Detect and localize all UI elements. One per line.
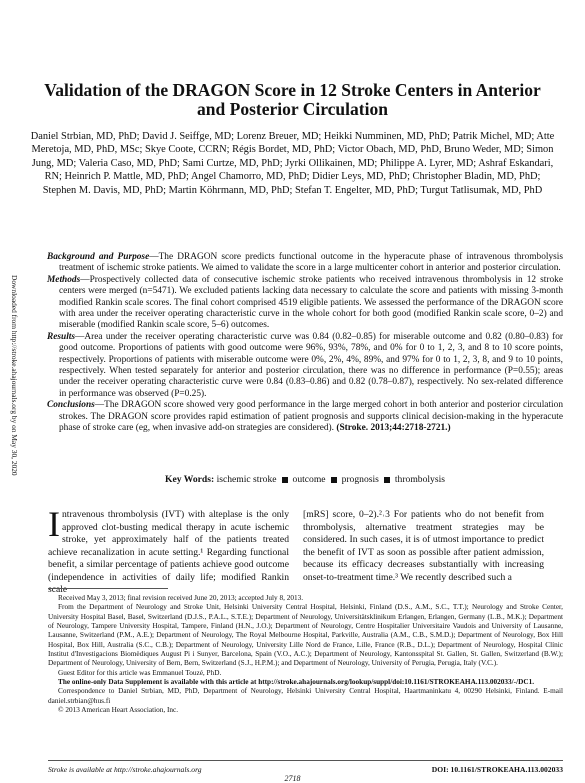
download-sidebar (8, 275, 20, 615)
footnote-affiliations: From the Department of Neurology and Stroke Unit, Helsinki University Central Hospital, Helsinki, Finland (D.S., A.M., S.C., T.T.); Neurology and Stroke Center, University Hospital Basel, Basel, Switzerland (D.J.S., P.A.L., S.T.E.); Department of Neurology, Universitätsklinikum Erlangen, Erlangen, Germany (L.B., M.K.); Department of Neurology, Tampere University Hospital, Tampere, Finland (H.N., J.O.); Department of Neurology, Centre Hospitalier Universitaire Vaudois and University of Lausanne, Lausanne, Switzerland (P.M., A.E.); Department of Neurology, The Royal Melbourne Hospital, Parkville, Australia (A.M., C.B., S.M.D.); Department of Neurology, Box Hill Hospital, Box Hill, Australia (S.C., C.B.); Department of Neurology, University Lille Nord de France, Lille, France (R.B., D.L.); Department of Neurology, Hospital Clínic Institut d'Investigacions Biomèdiques August Pi i Sunyer, Barcelona, Spain (V.O., A.C.); Department of Neurology, Kantonsspital St. Gallen, St. Gallen, Switzerland (B.W.); Department of Neurology, University of Bern, Bern, Switzerland (S.J., H.P.M.); and Department of Neurology, University of Perugia, Perugia, Italy (V.C.). (48, 603, 563, 668)
abstract-conclusions (47, 400, 563, 434)
methods-text: —Prospectively collected data of consecutive ischemic stroke patients who received intravenous thrombolysis in 12 stroke centers were merged (n=5471). We excluded patients lacking data necessary to calculate the score and patients with missing 3-month modified Rankin scale scores. The final cohort comprised 4519 eligible patients. We assessed the performance of the DRAGON score with area under the receiver operating characteristic curve in the whole cohort for both good (modified Rankin scale score, 0–2) and miserable (modified Rankin scale score, 5–6) outcomes. (59, 274, 563, 331)
body-text-left: ntravenous thrombolysis (IVT) with alteplase is the only approved clot-busting medical therapy in acute ischemic stroke, yet approximately half of the patients treated achieve recanalization in acute setting.¹ Regarding functional benefit, a similar percentage of patients achieve good outcome (independence in activities of daily life; modified Rankin scale (48, 509, 289, 595)
background-label: Background and Purpose (47, 252, 150, 262)
body-text-right: [mRS] score, 0–2).²˒3 For patients who do not benefit from thrombolysis, alternative treatment strategies may be considered. In such cases, it is of utmost importance to predict the benefit of IVT as soon as possible after patient admission, because its efficacy decreases substantially with increasing onset-to-treatment time.³ We recently described such a (303, 509, 544, 583)
conclusions-text: —The DRAGON score showed very good performance in the large merged cohort in both anterior and posterior circulation strokes. The DRAGON score provides rapid estimation of patient prognosis and supports clinical decision-making in the hyperacute phase of stroke care (eg, when invasive add-on strategies are considered). (59, 400, 563, 434)
paper-title: Validation of the DRAGON Score in 12 Stroke Centers in Anterior and Posterior Circulation (44, 80, 541, 119)
footer-divider (48, 760, 563, 761)
abstract-methods (47, 275, 563, 332)
keywords (47, 474, 563, 485)
keyword: outcome (292, 474, 326, 485)
keyword: ischemic stroke (216, 474, 277, 485)
abstract (47, 252, 563, 435)
keyword: thrombolysis (394, 474, 445, 485)
keyword: prognosis (341, 474, 379, 485)
conclusions-label: Conclusions (47, 400, 95, 411)
body-column-right (303, 509, 544, 584)
drop-cap: I (48, 504, 60, 544)
footnotes (48, 594, 563, 715)
square-bullet-icon (331, 477, 337, 483)
background-text: —The DRAGON score predicts functional outcome in the hyperacute phase of intravenous thrombolysis treatment of ischemic stroke patients. We aimed to validate the score in a large multicenter cohort in anterior and posterior circulation. (59, 252, 564, 274)
footnote-correspondence: Correspondence to Daniel Strbian, MD, PhD, Department of Neurology, Helsinki University Central Hospital, Haartmaninkatu 4, 00290 Helsinki, Finland. E-mail daniel.strbian@hus.fi (48, 687, 563, 705)
doi: DOI: 10.1161/STROKEAHA.113.002033 (431, 765, 563, 774)
results-text: —Area under the receiver operating characteristic curve was 0.84 (0.82–0.85) for miserable outcome and 0.82 (0.80–0.83) for good outcome. Proportions of patients with good outcome were 96%, 93%, 78%, and 0% for 0 to 1, 2, 3, and 8 to 10 score points, respectively. Proportions of patients with miserable outcome were 0%, 2%, 4%, 89%, and 97% for 0 to 1, 2, 3, 8, and 9 to 10 points, respectively. When tested separately for anterior and posterior circulation, there was no difference in performance (P=0.55); areas under the receiver operating characteristic curve were 0.84 (0.83–0.86) and 0.82 (0.78–0.87), respectively. No sex-related difference in performance was observed (P=0.25). (59, 331, 563, 399)
download-note: Downloaded from http://stroke.ahajournals.org by on May 30, 2020 (10, 275, 19, 476)
author-list: Daniel Strbian, MD, PhD; David J. Seiffge, MD; Lorenz Breuer, MD; Heikki Numminen, MD, PhD; Patrik Michel, MD; Atte Meretoja, MD, PhD, MSc; Skye Coote, CCRN; Régis Bordet, MD, PhD; Victor Obach, MD, PhD, Bruno Weder, MD; Simon Jung, MD; Valeria Caso, MD, PhD; Sami Curtze, MD, PhD; Jyrki Ollikainen, MD; Philippe A. Lyrer, MD; Ashraf Eskandari, RN; Heinrich P. Mattle, MD, PhD; Angel Chamorro, MD, PhD; Didier Leys, MD, PhD; Christopher Bladin, MD, PhD; Stephen M. Davis, MD, PhD; Martin Köhrmann, MD, PhD; Stefan T. Engelter, MD, PhD; Turgut Tatlisumak, MD, PhD (30, 131, 555, 196)
results-label: Results (47, 331, 76, 342)
footnote-copyright: © 2013 American Heart Association, Inc. (58, 706, 179, 715)
keywords-label: Key Words: (165, 474, 215, 485)
abstract-results (47, 332, 563, 400)
footnote-divider (48, 588, 168, 589)
footnote-received: Received May 3, 2013; final revision received June 20, 2013; accepted July 8, 2013. (58, 594, 304, 602)
footnote-editor: Guest Editor for this article was Emmanuel Touzé, PhD. (58, 668, 222, 677)
body-column-left (48, 504, 289, 597)
citation: (Stroke. 2013;44:2718-2721.) (336, 423, 451, 434)
page-number: 2718 (284, 774, 301, 783)
abstract-background (47, 252, 563, 275)
square-bullet-icon (282, 477, 288, 483)
journal-availability: Stroke is available at http://stroke.ahajournals.org (48, 765, 202, 774)
square-bullet-icon (384, 477, 390, 483)
footnote-supplement: The online-only Data Supplement is available with this article at http://stroke.ahajournals.org/lookup/suppl/doi:10.1161/STROKEAHA.113.002033/-/DC1. (58, 678, 535, 687)
methods-label: Methods (47, 274, 81, 285)
